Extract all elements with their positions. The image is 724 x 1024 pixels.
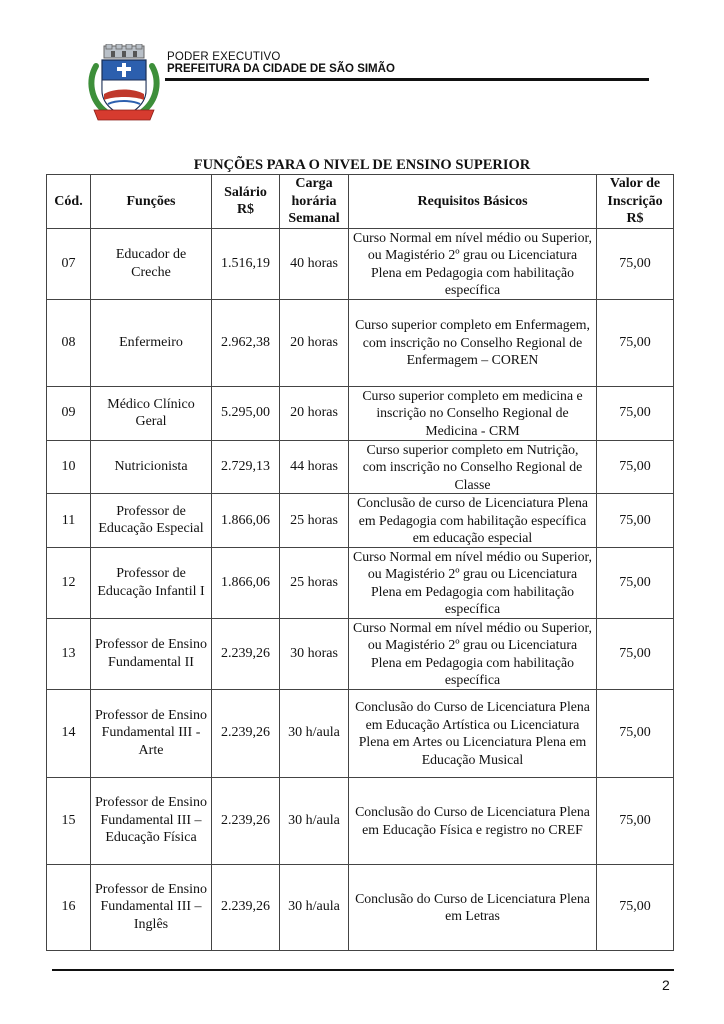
cell-salario: 2.239,26 bbox=[212, 777, 280, 864]
cell-funcao: Nutricionista bbox=[91, 440, 212, 494]
header-salario: Salário R$ bbox=[212, 175, 280, 229]
cell-valor: 75,00 bbox=[597, 440, 674, 494]
cell-valor: 75,00 bbox=[597, 777, 674, 864]
header-divider bbox=[165, 78, 649, 81]
table-header-row bbox=[47, 175, 674, 229]
org-branch-label: PODER EXECUTIVO bbox=[167, 51, 281, 63]
cell-cod: 11 bbox=[47, 494, 91, 548]
header-carga: Carga horária Semanal bbox=[280, 175, 349, 229]
table-title: FUNÇÕES PARA O NIVEL DE ENSINO SUPERIOR bbox=[193, 157, 531, 173]
table-row bbox=[47, 547, 674, 618]
cell-requisitos: Conclusão do Curso de Licenciatura Plena em Educação Artística ou Licenciatura Plena em Artes ou Licenciatura Plena em Educação Musical bbox=[349, 689, 597, 777]
cell-cod: 16 bbox=[47, 864, 91, 950]
cell-carga: 30 h/aula bbox=[280, 864, 349, 950]
cell-requisitos: Curso Normal em nível médio ou Superior, ou Magistério 2º grau ou Licenciatura Plena em Pedagogia com habilitação específica bbox=[349, 228, 597, 299]
cell-cod: 13 bbox=[47, 618, 91, 689]
header-funcoes: Funções bbox=[91, 175, 212, 229]
cell-requisitos: Conclusão do Curso de Licenciatura Plena em Educação Física e registro no CREF bbox=[349, 777, 597, 864]
table-row bbox=[47, 386, 674, 440]
table-row bbox=[47, 864, 674, 950]
cell-cod: 12 bbox=[47, 547, 91, 618]
cell-salario: 5.295,00 bbox=[212, 386, 280, 440]
page-header bbox=[0, 0, 724, 140]
cell-cod: 15 bbox=[47, 777, 91, 864]
cell-requisitos: Curso Normal em nível médio ou Superior, ou Magistério 2º grau ou Licenciatura Plena em Pedagogia com habilitação específica bbox=[349, 547, 597, 618]
cell-carga: 44 horas bbox=[280, 440, 349, 494]
cell-funcao: Professor de Ensino Fundamental III – Educação Física bbox=[91, 777, 212, 864]
header-valor: Valor de Inscrição R$ bbox=[597, 175, 674, 229]
cell-valor: 75,00 bbox=[597, 386, 674, 440]
table-row bbox=[47, 618, 674, 689]
cell-salario: 1.866,06 bbox=[212, 494, 280, 548]
cell-carga: 25 horas bbox=[280, 494, 349, 548]
cell-funcao: Professor de Ensino Fundamental III – Inglês bbox=[91, 864, 212, 950]
cell-requisitos: Curso Normal em nível médio ou Superior, ou Magistério 2º grau ou Licenciatura Plena em Pedagogia com habilitação específica bbox=[349, 618, 597, 689]
cell-valor: 75,00 bbox=[597, 228, 674, 299]
table-row bbox=[47, 228, 674, 299]
cell-funcao: Professor de Educação Infantil I bbox=[91, 547, 212, 618]
city-coat-of-arms-icon bbox=[86, 44, 162, 122]
org-city-label: PREFEITURA DA CIDADE DE SÃO SIMÃO bbox=[167, 63, 395, 75]
cell-carga: 30 h/aula bbox=[280, 689, 349, 777]
footer-divider bbox=[52, 969, 674, 971]
cell-carga: 30 horas bbox=[280, 618, 349, 689]
cell-carga: 20 horas bbox=[280, 386, 349, 440]
cell-valor: 75,00 bbox=[597, 689, 674, 777]
header-requisitos: Requisitos Básicos bbox=[349, 175, 597, 229]
cell-funcao: Médico Clínico Geral bbox=[91, 386, 212, 440]
header-cod: Cód. bbox=[47, 175, 91, 229]
table-row bbox=[47, 777, 674, 864]
cell-valor: 75,00 bbox=[597, 864, 674, 950]
cell-funcao: Professor de Educação Especial bbox=[91, 494, 212, 548]
cell-funcao: Educador de Creche bbox=[91, 228, 212, 299]
cell-funcao: Enfermeiro bbox=[91, 299, 212, 386]
cell-valor: 75,00 bbox=[597, 299, 674, 386]
cell-valor: 75,00 bbox=[597, 547, 674, 618]
cell-requisitos: Conclusão de curso de Licenciatura Plena em Pedagogia com habilitação específica em educação especial bbox=[349, 494, 597, 548]
cell-salario: 1.866,06 bbox=[212, 547, 280, 618]
cell-salario: 2.239,26 bbox=[212, 618, 280, 689]
cell-requisitos: Conclusão do Curso de Licenciatura Plena em Letras bbox=[349, 864, 597, 950]
cell-cod: 10 bbox=[47, 440, 91, 494]
cell-valor: 75,00 bbox=[597, 494, 674, 548]
cell-requisitos: Curso superior completo em Enfermagem, com inscrição no Conselho Regional de Enfermagem – COREN bbox=[349, 299, 597, 386]
cell-salario: 2.239,26 bbox=[212, 864, 280, 950]
cell-salario: 2.962,38 bbox=[212, 299, 280, 386]
cell-valor: 75,00 bbox=[597, 618, 674, 689]
cell-salario: 2.239,26 bbox=[212, 689, 280, 777]
cell-carga: 20 horas bbox=[280, 299, 349, 386]
table-row bbox=[47, 494, 674, 548]
cell-cod: 07 bbox=[47, 228, 91, 299]
table-row bbox=[47, 689, 674, 777]
cell-cod: 08 bbox=[47, 299, 91, 386]
cell-carga: 25 horas bbox=[280, 547, 349, 618]
cell-requisitos: Curso superior completo em Nutrição, com inscrição no Conselho Regional de Classe bbox=[349, 440, 597, 494]
table-row bbox=[47, 440, 674, 494]
cell-funcao: Professor de Ensino Fundamental II bbox=[91, 618, 212, 689]
table-row bbox=[47, 299, 674, 386]
cell-salario: 1.516,19 bbox=[212, 228, 280, 299]
cell-funcao: Professor de Ensino Fundamental III - Arte bbox=[91, 689, 212, 777]
cell-carga: 40 horas bbox=[280, 228, 349, 299]
cell-requisitos: Curso superior completo em medicina e inscrição no Conselho Regional de Medicina - CRM bbox=[349, 386, 597, 440]
cell-salario: 2.729,13 bbox=[212, 440, 280, 494]
positions-table bbox=[46, 174, 674, 951]
cell-carga: 30 h/aula bbox=[280, 777, 349, 864]
cell-cod: 09 bbox=[47, 386, 91, 440]
cell-cod: 14 bbox=[47, 689, 91, 777]
page-number: 2 bbox=[662, 977, 670, 993]
